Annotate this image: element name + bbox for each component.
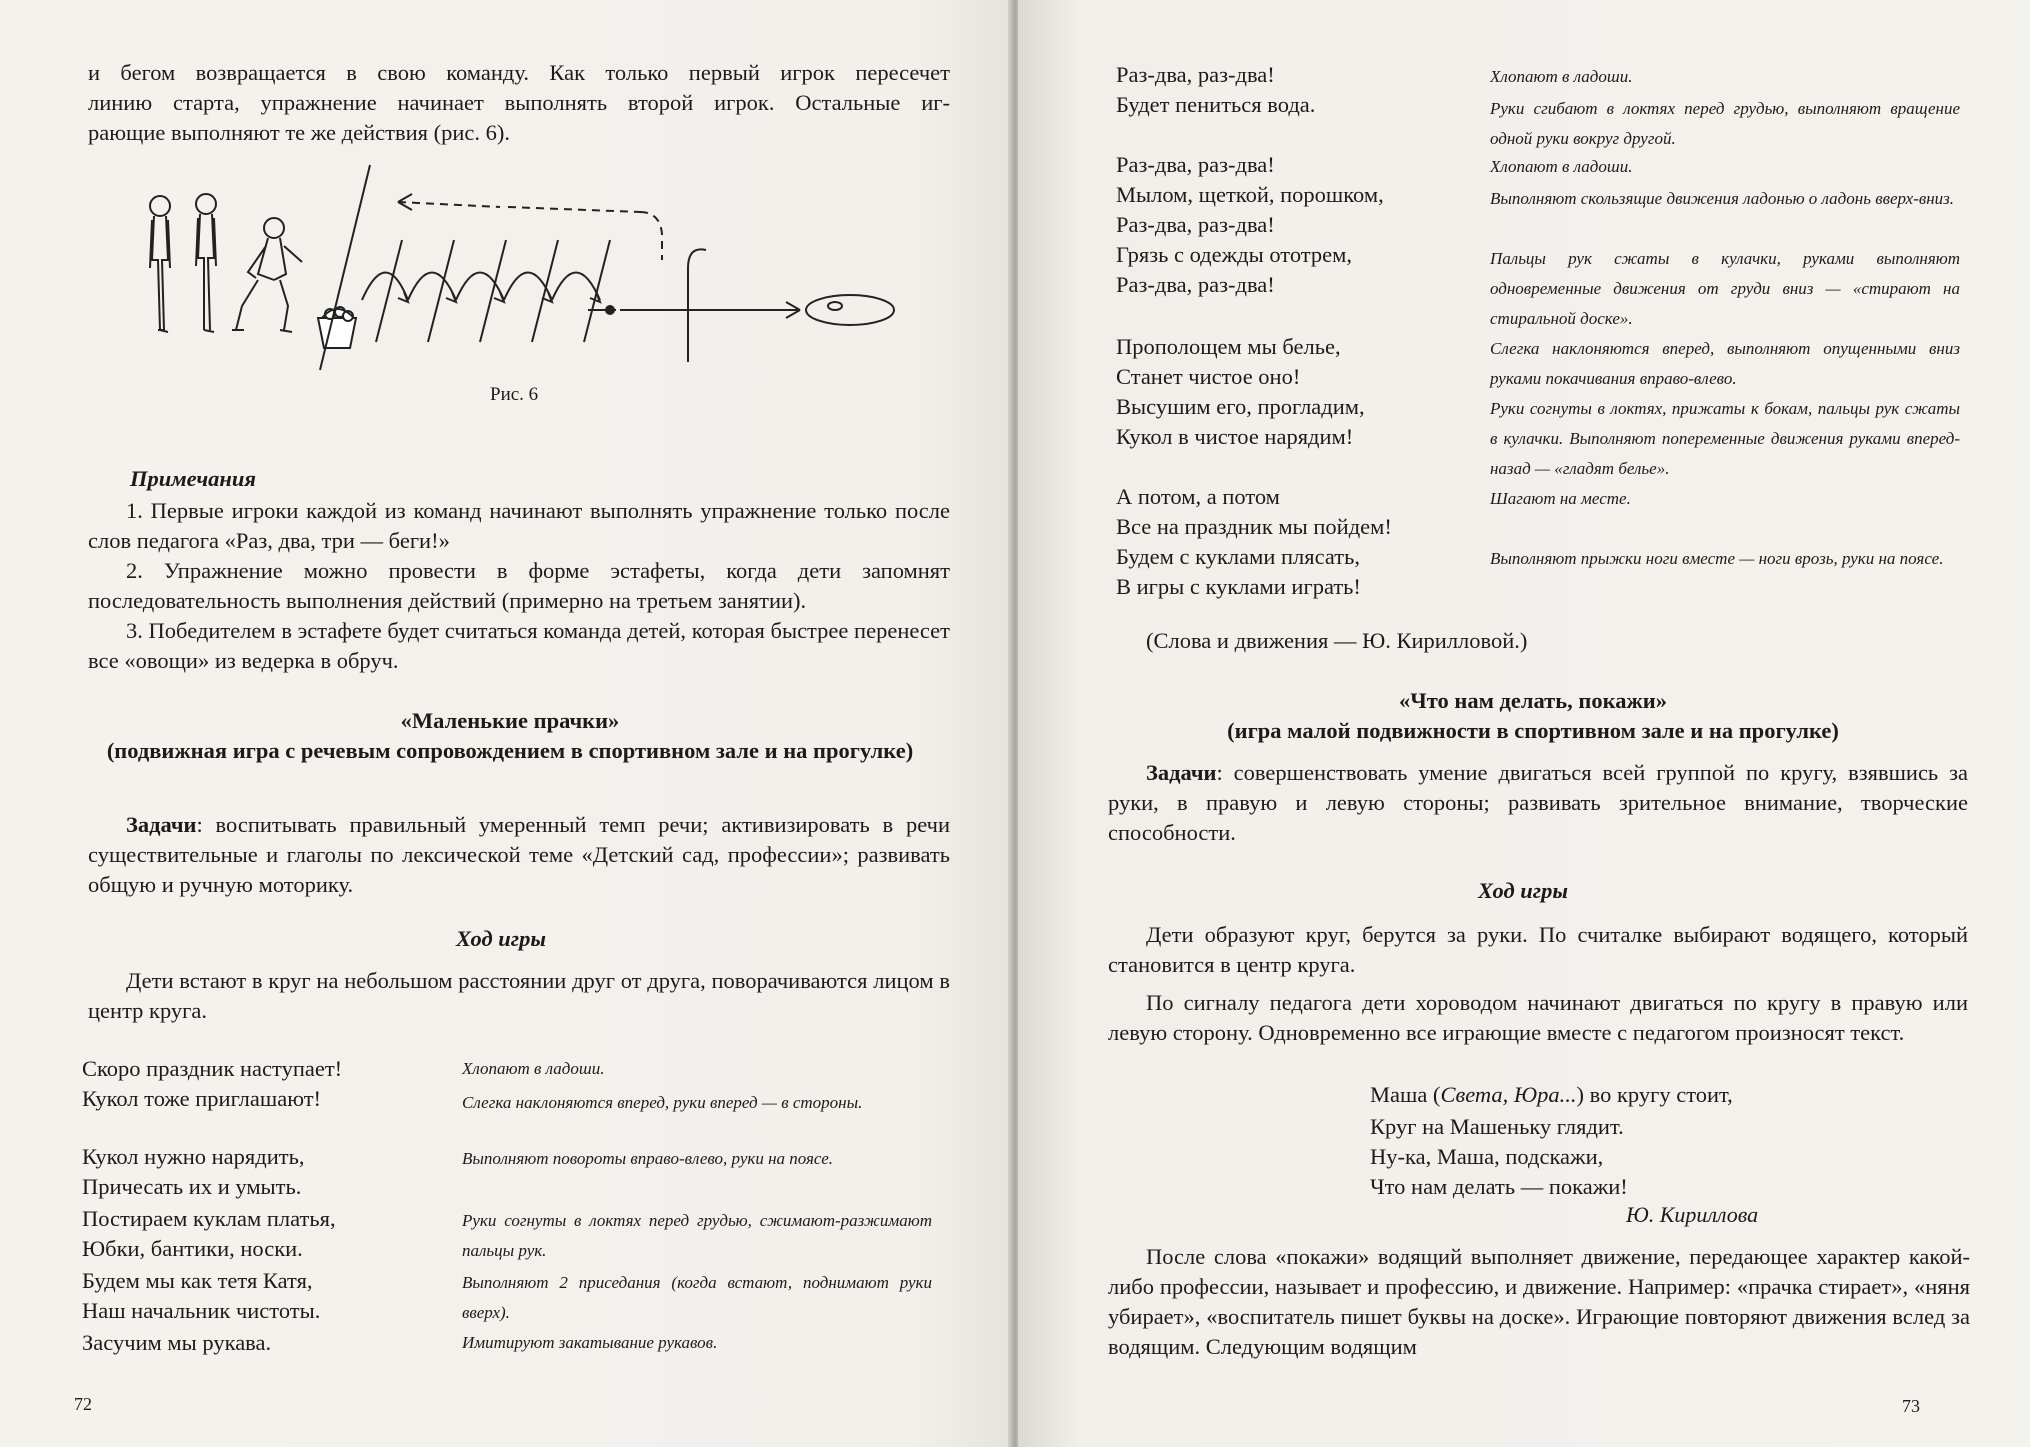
poem-line: Кукол тоже приглашают! bbox=[82, 1086, 322, 1111]
course-paragraphs bbox=[1108, 920, 1968, 1048]
poem-line: Постираем куклам платья, bbox=[82, 1206, 336, 1231]
course-heading: Ход игры bbox=[1478, 878, 1568, 903]
tasks-paragraph bbox=[88, 810, 950, 900]
intro-line: рающие выполняют те же действия (рис. 6). bbox=[88, 120, 510, 145]
move-note: Имитируют закатывание рукавов. bbox=[462, 1333, 718, 1352]
poem-line: Будет пениться вода. bbox=[1116, 92, 1316, 117]
page-number-left: 72 bbox=[74, 1394, 92, 1414]
move-note: Шагают на месте. bbox=[1490, 489, 1631, 508]
figure-caption: Рис. 6 bbox=[490, 384, 539, 405]
move-note: Слегка наклоняются вперед, выполняют опущенными вниз руками покачивания вправо-влево. bbox=[1490, 339, 1960, 388]
poem-line: А потом, а потом bbox=[1116, 484, 1280, 509]
rhyme-author: Ю. Кириллова bbox=[1626, 1202, 1759, 1227]
move-note: Хлопают в ладоши. bbox=[462, 1059, 605, 1078]
final-text: После слова «покажи» водящий выполняет движение, передающее характер какой-либо профессии, называет и профессию, и движение. Например: «прачка стирает», «няня убирает», «воспитатель пишет буквы на доске». Играющие повторяют движения вслед за водящим. Следующим водящим bbox=[1108, 1244, 1970, 1359]
rhyme-line: Ну-ка, Маша, подскажи, bbox=[1370, 1144, 1604, 1169]
poem-line: Кукол нужно нарядить, bbox=[82, 1144, 305, 1169]
return-arrow-icon bbox=[398, 194, 662, 260]
credit: (Слова и движения — Ю. Кирилловой.) bbox=[1146, 628, 1528, 653]
rhyme-text: ) во кругу стоит, bbox=[1576, 1082, 1733, 1107]
course-heading: Ход игры bbox=[456, 926, 546, 951]
final-paragraph bbox=[1108, 1242, 1970, 1362]
poem-line: Причесать их и умыть. bbox=[82, 1174, 302, 1199]
course-text: Дети образуют круг, берутся за руки. По считалке выбирают водящего, который становится в центр круга. bbox=[1108, 922, 1968, 977]
rhyme-names: Света, Юра... bbox=[1440, 1082, 1577, 1107]
bucket-icon bbox=[318, 307, 356, 348]
note-item: 2. Упражнение можно провести в форме эстафеты, когда дети запомнят последовательность выполнения действий (примерно на третьем занятии). bbox=[88, 558, 950, 613]
intro-paragraph bbox=[88, 58, 950, 148]
poem-line: Раз-два, раз-два! bbox=[1116, 152, 1275, 177]
game-subtitle: (подвижная игра с речевым сопровождением в спортивном зале и на прогулке) bbox=[106, 738, 914, 763]
poem-line: Раз-два, раз-два! bbox=[1116, 212, 1275, 237]
poem-line: Юбки, бантики, носки. bbox=[82, 1236, 303, 1261]
rhyme-text: Маша ( bbox=[1370, 1082, 1441, 1107]
move-note: Выполняют повороты вправо-влево, руки на поясе. bbox=[462, 1149, 834, 1168]
tasks-paragraph bbox=[1108, 758, 1968, 848]
move-note: Руки сгибают в локтях перед грудью, выполняют вращение одной руки вокруг другой. bbox=[1490, 99, 1960, 148]
hook-icon bbox=[688, 249, 706, 362]
game-title-text: «Маленькие прачки» bbox=[400, 708, 620, 733]
note-item: 3. Победителем в эстафете будет считаться команда детей, которая быстрее перенесет все «овощи» из ведерка в обруч. bbox=[88, 618, 950, 673]
page-number-right: 73 bbox=[1902, 1396, 1920, 1416]
poem-line: Мылом, щеткой, порошком, bbox=[1116, 182, 1384, 207]
forward-arrow-icon bbox=[588, 302, 800, 318]
poem-line: Будем мы как тетя Катя, bbox=[82, 1268, 313, 1293]
relay-figure bbox=[140, 150, 900, 380]
jump-arcs-icon bbox=[362, 273, 600, 303]
course-text: По сигналу педагога дети хороводом начинают двигаться по кругу в правую или левую сторону. Одновременно все играющие вместе с педагогом произносят текст. bbox=[1108, 990, 1968, 1045]
move-note: Выполняют скользящие движения ладонью о ладонь вверх-вниз. bbox=[1490, 189, 1955, 208]
poem-line: Засучим мы рукава. bbox=[82, 1330, 272, 1355]
move-note: Выполняют прыжки ноги вместе — ноги врозь, руки на поясе. bbox=[1490, 549, 1944, 568]
move-note: Руки согнуты в локтях перед грудью, сжимают-разжимают пальцы рук. bbox=[462, 1211, 932, 1260]
tasks-label: Задачи bbox=[1146, 760, 1217, 785]
game-subtitle: (игра малой подвижности в спортивном зале и на прогулке) bbox=[1227, 718, 1839, 743]
children-icon bbox=[150, 194, 302, 332]
game-title bbox=[100, 706, 920, 766]
rhyme-line bbox=[1370, 1082, 1733, 1108]
poem-line: Кукол в чистое нарядим! bbox=[1116, 424, 1354, 449]
poem-line: Станет чистое оно! bbox=[1116, 364, 1301, 389]
move-note: Хлопают в ладоши. bbox=[1490, 157, 1633, 176]
poem-line: Будем с куклами плясать, bbox=[1116, 544, 1361, 569]
note-item: 1. Первые игроки каждой из команд начинают выполнять упражнение только после слов педагога «Раз, два, три — беги!» bbox=[88, 498, 950, 553]
poem-line: В игры с куклами играть! bbox=[1116, 574, 1361, 599]
poem-line: Прополощем мы белье, bbox=[1116, 334, 1341, 359]
game-title bbox=[1118, 686, 1948, 746]
course-text: Дети встают в круг на небольшом расстоянии друг от друга, поворачиваются лицом в центр круга. bbox=[88, 968, 950, 1023]
tasks-text: : совершенствовать умение двигаться всей группой по кругу, взявшись за руки, в правую и левую стороны; развивать зрительное внимание, творческие способности. bbox=[1108, 760, 1968, 845]
move-note: Слегка наклоняются вперед, руки вперед — в стороны. bbox=[462, 1093, 863, 1112]
poem-line: Раз-два, раз-два! bbox=[1116, 272, 1275, 297]
poem-line: Грязь с одежды ототрем, bbox=[1116, 242, 1352, 267]
rhyme-line: Что нам делать — покажи! bbox=[1370, 1174, 1628, 1199]
intro-line: линию старта, упражнение начинает выполнять второй игрок. Остальные иг- bbox=[88, 90, 950, 115]
tasks-text: : воспитывать правильный умеренный темп речи; активизировать в речи существительные и глаголы по лексической теме «Детский сад, профессии»; развивать общую и ручную моторику. bbox=[88, 812, 950, 897]
poem-line: Раз-два, раз-два! bbox=[1116, 62, 1275, 87]
intro-line: и бегом возвращается в свою команду. Как только первый игрок пересечет bbox=[88, 60, 950, 85]
poem-line: Высушим его, прогладим, bbox=[1116, 394, 1365, 419]
move-note: Руки согнуты в локтях, прижаты к бокам, пальцы рук сжаты в кулачки. Выполняют попеременные движения руками вперед-назад — «гладят белье». bbox=[1490, 399, 1960, 478]
game-title-text: «Что нам делать, покажи» bbox=[1398, 688, 1668, 713]
rhyme-line: Круг на Машеньку глядит. bbox=[1370, 1114, 1624, 1139]
move-note: Выполняют 2 приседания (когда встают, поднимают руки вверх). bbox=[462, 1273, 932, 1322]
move-note: Пальцы рук сжаты в кулачки, руками выполняют одновременные движения от груди вниз — «стирают на стиральной доске». bbox=[1490, 249, 1960, 328]
hoop-icon bbox=[806, 295, 894, 325]
poem-line: Все на праздник мы пойдем! bbox=[1116, 514, 1392, 539]
right-page bbox=[1018, 0, 2030, 1447]
tasks-label: Задачи bbox=[126, 812, 197, 837]
move-note: Хлопают в ладоши. bbox=[1490, 67, 1633, 86]
left-page bbox=[0, 0, 1012, 1447]
notes-heading: Примечания bbox=[130, 466, 257, 491]
poem-line: Наш начальник чистоты. bbox=[82, 1298, 321, 1323]
course-paragraph bbox=[88, 966, 950, 1026]
obstacle-sticks-icon bbox=[376, 240, 610, 342]
notes-list bbox=[88, 496, 950, 676]
poem-line: Скоро праздник наступает! bbox=[82, 1056, 343, 1081]
